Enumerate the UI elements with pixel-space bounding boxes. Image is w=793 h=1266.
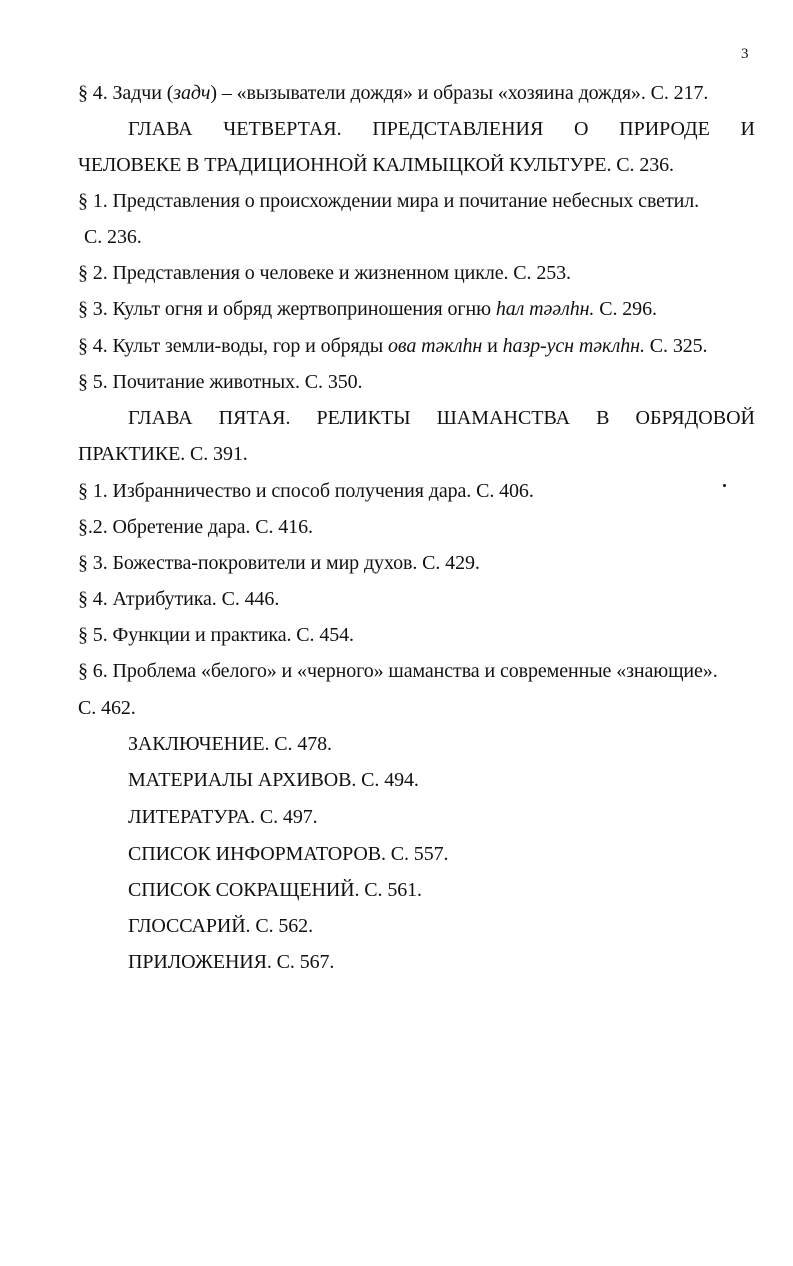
- toc-entry-text: и: [482, 335, 503, 357]
- toc-entry-ch4-s3: [78, 297, 657, 321]
- heading-word: ОБРЯДОВОЙ: [635, 407, 755, 429]
- toc-entry-ch5-s4: § 4. Атрибутика. С. 446.: [78, 588, 280, 610]
- toc-entry-text: С. 296.: [594, 298, 657, 320]
- chapter-5-heading: [78, 406, 755, 430]
- toc-entry-ch5-s3: § 3. Божества-покровители и мир духов. С. 429.: [78, 552, 480, 574]
- page-number: 3: [741, 46, 749, 62]
- heading-word: ПРЕДСТАВЛЕНИЯ: [372, 118, 544, 140]
- heading-word: О: [574, 118, 589, 140]
- toc-entry-text: § 4. Культ земли-воды, гор и обряды: [78, 335, 388, 357]
- toc-conclusion: ЗАКЛЮЧЕНИЕ. С. 478.: [128, 733, 332, 755]
- toc-entry-ch4-s2: § 2. Представления о человеке и жизненном цикле. С. 253.: [78, 262, 571, 284]
- chapter-4-heading-cont: ЧЕЛОВЕКЕ В ТРАДИЦИОННОЙ КАЛМЫЦКОЙ КУЛЬТУРЕ. С. 236.: [78, 154, 674, 176]
- toc-entry-text: С. 325.: [644, 335, 708, 357]
- toc-entry-ch5-s1: § 1. Избранничество и способ получения дара. С. 406.: [78, 480, 534, 502]
- toc-entry-ch4-s1: § 1. Представления о происхождении мира и почитание небесных светил.: [78, 190, 699, 212]
- heading-word: В: [596, 407, 610, 429]
- stray-mark: [723, 484, 726, 487]
- toc-entry-text: ) – «вызыватели дождя» и образы «хозяина дождя». С. 217.: [210, 82, 709, 104]
- toc-entry-text: § 4. Задчи (: [78, 82, 174, 104]
- heading-word: ПРИРОДЕ: [619, 118, 710, 140]
- toc-abbreviations: СПИСОК СОКРАЩЕНИЙ. С. 561.: [128, 879, 422, 901]
- heading-word: ШАМАНСТВА: [436, 407, 571, 429]
- toc-entry-ch5-s2: §.2. Обретение дара. С. 416.: [78, 516, 313, 538]
- heading-word: И: [740, 118, 755, 140]
- toc-appendices: ПРИЛОЖЕНИЯ. С. 567.: [128, 951, 335, 973]
- heading-word: ПЯТАЯ.: [218, 407, 291, 429]
- toc-entry-ch3-s4: [78, 81, 708, 105]
- chapter-4-heading: [78, 117, 755, 141]
- heading-word: РЕЛИКТЫ: [316, 407, 411, 429]
- toc-entry-text: § 3. Культ огня и обряд жертвоприношения огню: [78, 298, 496, 320]
- heading-word: ЧЕТВЕРТАЯ.: [223, 118, 342, 140]
- toc-archives: МАТЕРИАЛЫ АРХИВОВ. С. 494.: [128, 769, 419, 791]
- heading-word: ГЛАВА: [128, 118, 193, 140]
- toc-entry-italic-term: һал тәәлһн.: [495, 298, 595, 320]
- toc-entry-ch4-s1-page: С. 236.: [84, 226, 142, 248]
- toc-entry-italic-term: ова тәклһн: [387, 335, 483, 357]
- toc-entry-ch4-s5: § 5. Почитание животных. С. 350.: [78, 371, 363, 393]
- chapter-5-heading-cont: ПРАКТИКЕ. С. 391.: [78, 443, 248, 465]
- toc-informants: СПИСОК ИНФОРМАТОРОВ. С. 557.: [128, 843, 449, 865]
- toc-glossary: ГЛОССАРИЙ. С. 562.: [128, 915, 313, 937]
- toc-entry-ch4-s4: [78, 334, 707, 358]
- toc-literature: ЛИТЕРАТУРА. С. 497.: [128, 806, 318, 828]
- toc-entry-ch5-s6-page: С. 462.: [78, 697, 136, 719]
- heading-word: ГЛАВА: [128, 407, 193, 429]
- toc-entry-ch5-s6: § 6. Проблема «белого» и «черного» шаманства и современные «знающие».: [78, 660, 718, 682]
- toc-entry-italic-term: задч: [173, 82, 211, 104]
- toc-entry-ch5-s5: § 5. Функции и практика. С. 454.: [78, 624, 354, 646]
- toc-entry-italic-term: һазр-усн тәклһн.: [502, 335, 645, 357]
